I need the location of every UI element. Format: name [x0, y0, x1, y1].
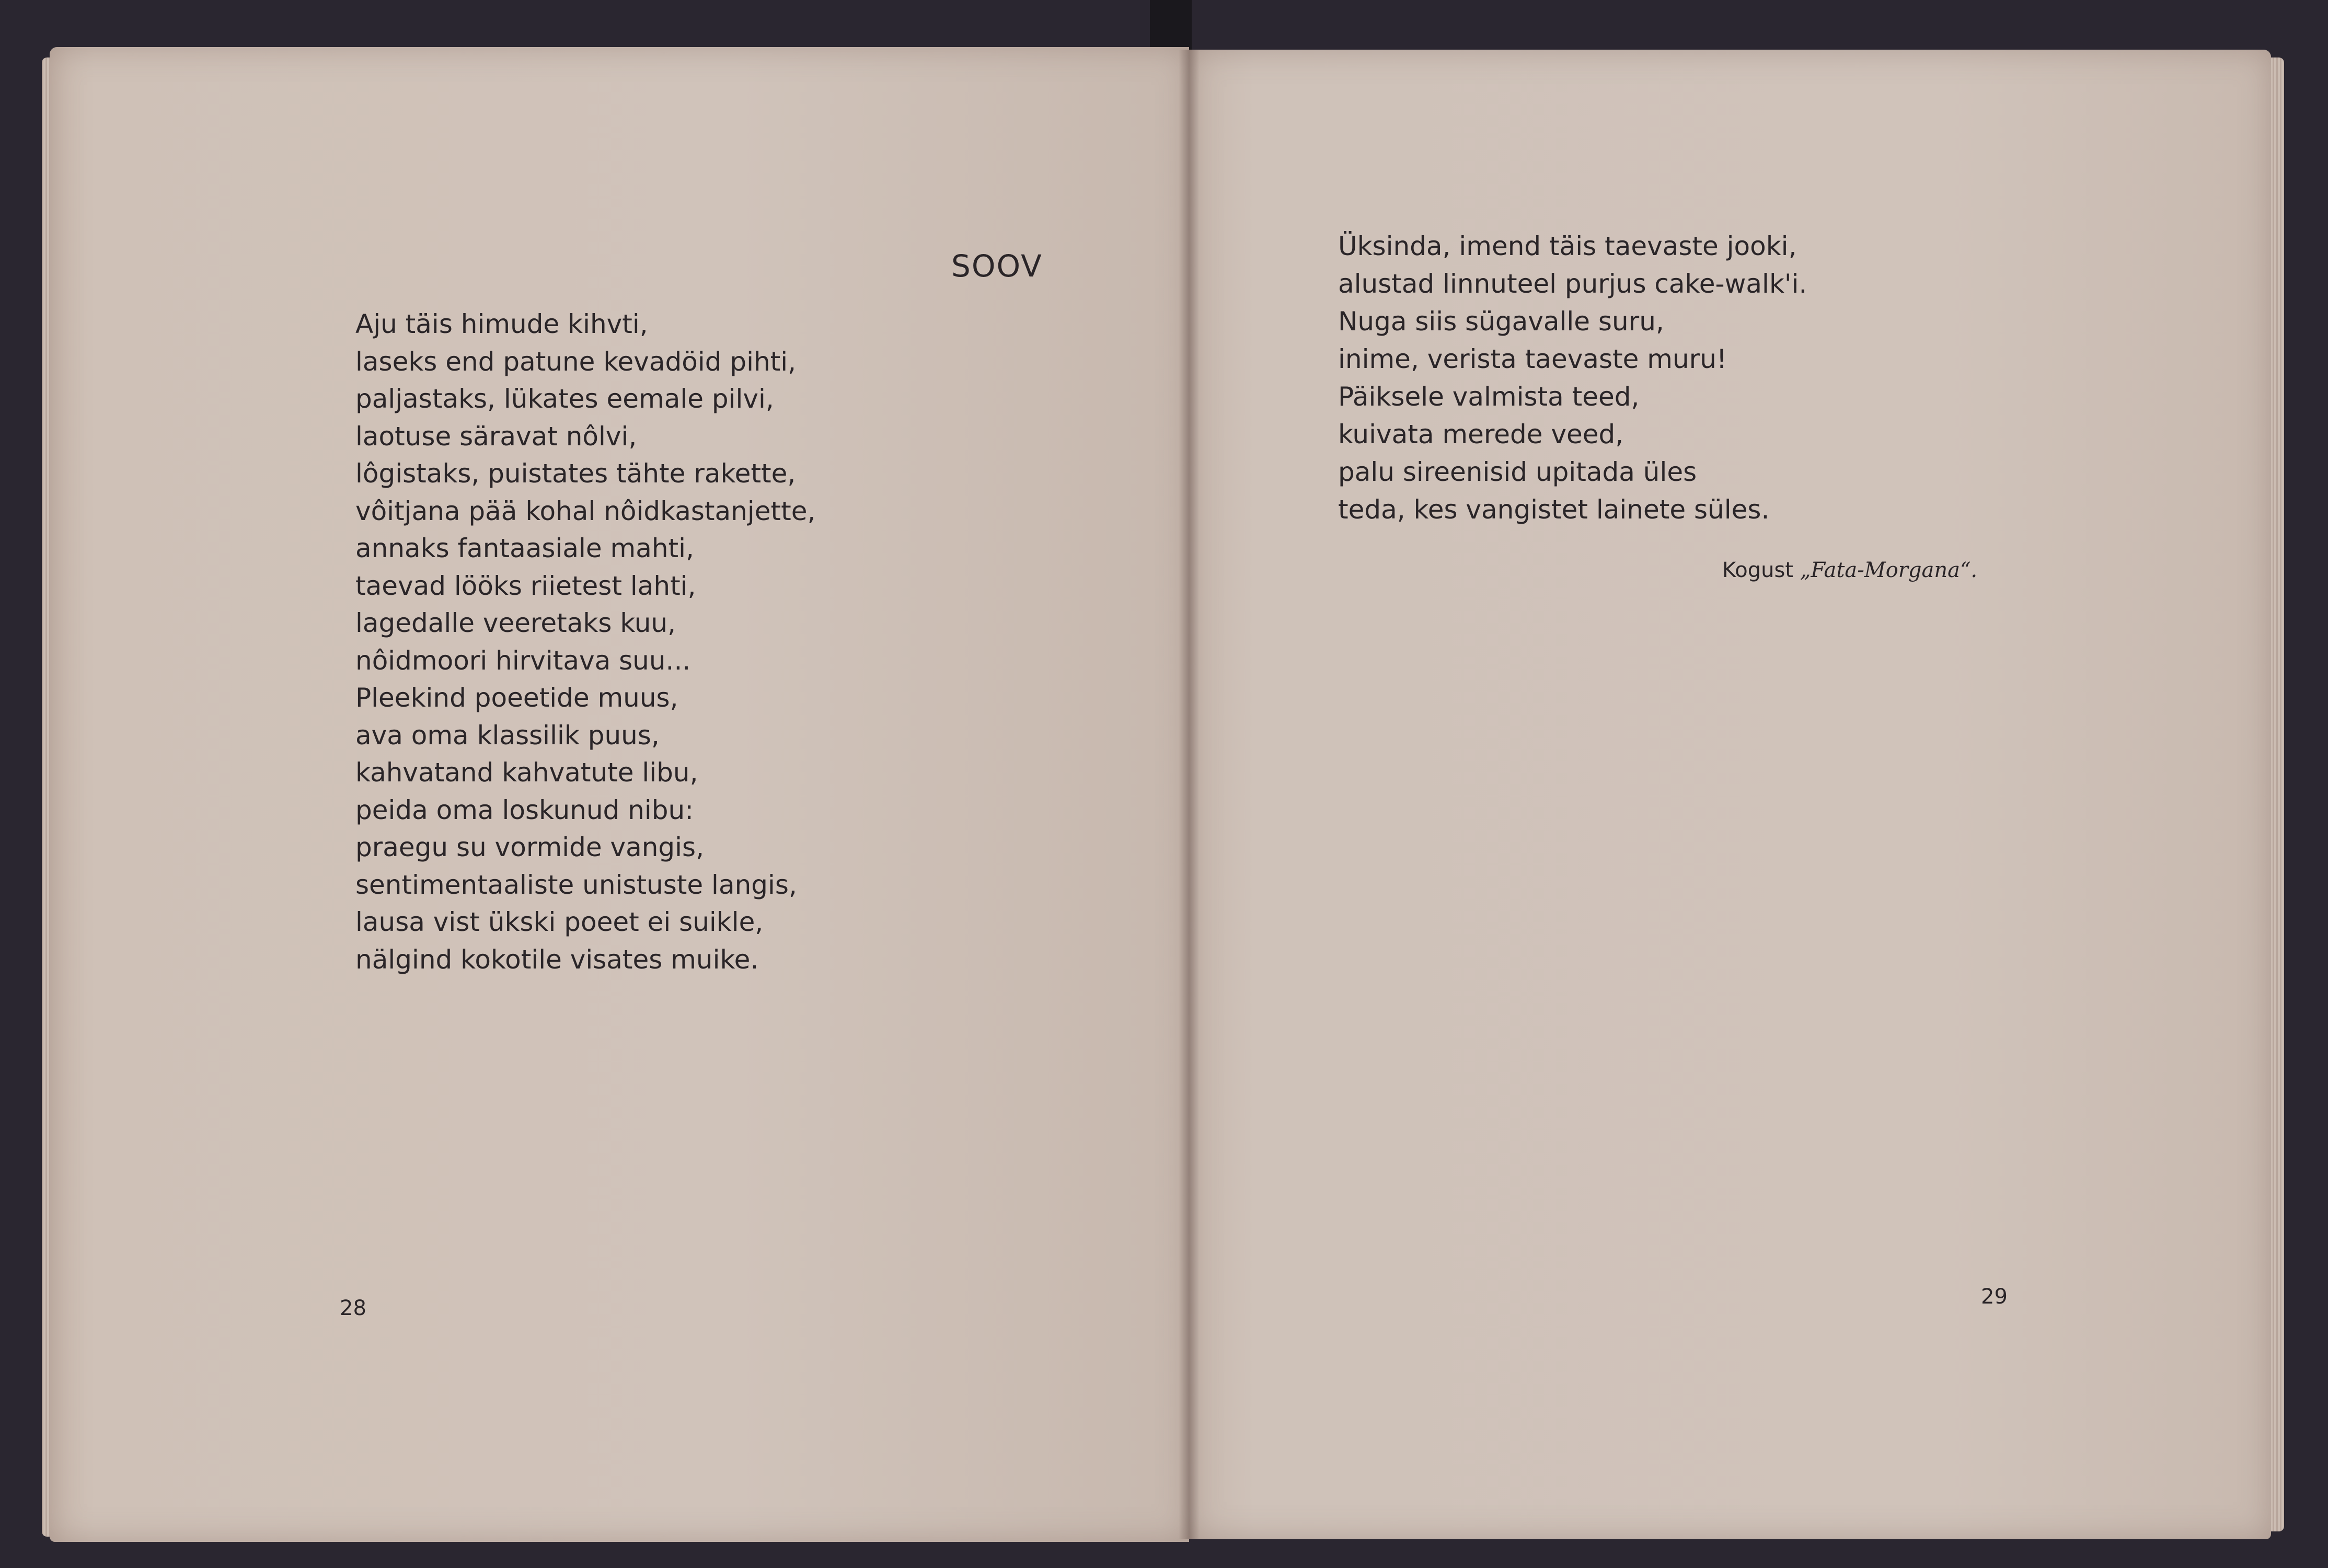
poem-line: paljastaks, lükates eemale pilvi, — [355, 384, 774, 414]
right-page-number: 29 — [1981, 1285, 2008, 1309]
poem-line: vôitjana pää kohal nôidkastanjette, — [355, 495, 816, 526]
poem-line: annaks fantaasiale mahti, — [355, 533, 694, 563]
poem-source — [1722, 558, 1977, 582]
poem-line: lôgistaks, puistates tähte rakette, — [355, 458, 796, 489]
poem-line: ava oma klassilik puus, — [355, 720, 660, 751]
poem-line: lagedalle veeretaks kuu, — [355, 608, 676, 638]
source-prefix: Kogust — [1722, 558, 1800, 582]
poem-line: kahvatand kahvatute libu, — [355, 757, 698, 788]
poem-line: nôidmoori hirvitava suu... — [355, 645, 691, 676]
poem-title: SOOV — [951, 248, 1043, 284]
poem-line: sentimentaaliste unistuste langis, — [355, 869, 797, 900]
left-page-number: 28 — [340, 1296, 366, 1320]
book-gutter — [1179, 50, 1200, 1539]
poem-line: Üksinda, imend täis taevaste jooki, — [1338, 231, 1797, 261]
poem-line: teda, kes vangistet lainete süles. — [1338, 494, 1770, 525]
poem-line: laseks end patune kevadöid pihti, — [355, 346, 797, 377]
poem-line: nälgind kokotile visates muike. — [355, 944, 759, 975]
poem-line: palu sireenisid upitada üles — [1338, 457, 1697, 487]
poem-line: alustad linnuteel purjus cake-walk'i. — [1338, 269, 1807, 299]
poem-line: lausa vist ükski poeet ei suikle, — [355, 907, 764, 937]
source-title: „Fata-Morgana“. — [1800, 558, 1978, 582]
poem-line: Nuga siis sügavalle suru, — [1338, 306, 1664, 337]
poem-line: taevad lööks riietest lahti, — [355, 570, 696, 601]
poem-line: peida oma loskunud nibu: — [355, 794, 694, 825]
poem-line: inime, verista taevaste muru! — [1338, 344, 1727, 374]
left-poem-text — [355, 306, 815, 978]
poem-line: Päiksele valmista teed, — [1338, 382, 1640, 412]
poem-line: Pleekind poeetide muus, — [355, 683, 678, 713]
poem-line: Aju täis himude kihvti, — [355, 309, 648, 339]
poem-line: praegu su vormide vangis, — [355, 832, 704, 862]
right-poem-text — [1338, 227, 1807, 528]
poem-line: laotuse säravat nôlvi, — [355, 421, 637, 452]
poem-line: kuivata merede veed, — [1338, 419, 1624, 449]
